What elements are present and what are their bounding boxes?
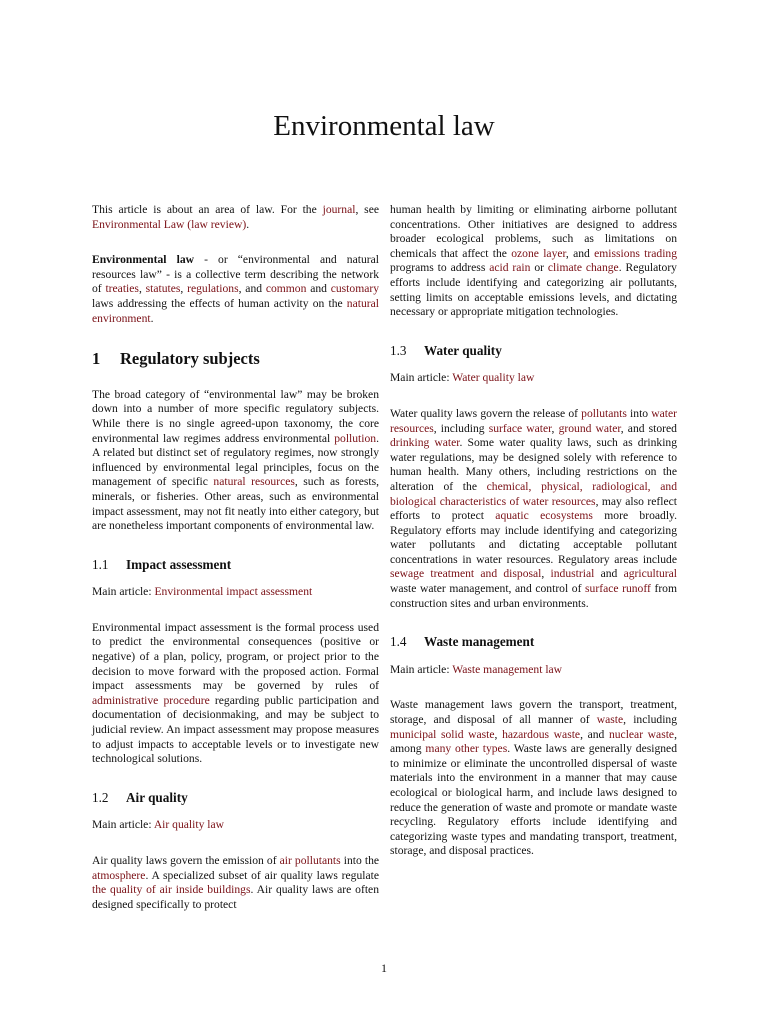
link-common[interactable]: common [265, 282, 307, 296]
link-emissions-trading[interactable]: emissions trading [594, 246, 678, 260]
link-statutes[interactable]: statutes [145, 282, 181, 296]
link-municipal-solid-waste[interactable]: municipal solid waste [390, 727, 495, 741]
link-hazardous-waste[interactable]: hazardous waste [502, 727, 581, 741]
link-environmental-law-review[interactable]: Environmental Law (law review) [92, 217, 247, 231]
link-administrative-procedure[interactable]: administrative procedure [92, 693, 210, 707]
link-natural-environment[interactable]: natural environment [92, 296, 379, 325]
link-waste[interactable]: waste [596, 713, 624, 727]
link-water-quality-law[interactable]: Water quality law [452, 371, 535, 385]
link-many-other-types[interactable]: many other types [425, 742, 508, 756]
section-heading-air-quality: 1.2 Air quality [92, 789, 188, 805]
link-sewage-treatment[interactable]: sewage treatment and disposal [390, 567, 542, 581]
link-journal[interactable]: journal [322, 203, 356, 216]
link-surface-runoff[interactable]: surface runoff [585, 582, 651, 596]
link-water-characteristics[interactable]: chemical, physical, radiological, and biological characteristics of water resources [390, 479, 677, 508]
link-water-resources[interactable]: water resources [390, 406, 677, 435]
section-heading-regulatory-subjects: 1 Regulatory subjects [92, 349, 260, 369]
impact-assessment-paragraph: Environmental impact assessment is the formal process used to predict the environmental consequences (positive or negative) of a plan, policy, program, or project prior to the decision to move forward with the proposed action. Formal impact assessments may be governed by rules of administrative procedure regarding public participation and documentation of decisionmaking, and may be subject to judicial review. An impact assessment may propose measures to adjust impacts to acceptable levels or to investigate new technological solutions. [92, 620, 379, 766]
air-quality-paragraph: Air quality laws govern the emission of air pollutants into the atmosphere. A specialized subset of air quality laws regulate the quality of air inside buildings. Air quality laws are often designed specifically to protect [92, 854, 380, 911]
section-heading-water-quality: 1.3 Water quality [390, 342, 502, 358]
section-heading-waste-management: 1.4 Waste management [390, 634, 535, 650]
page-number: 1 [381, 961, 387, 975]
link-waste-management-law[interactable]: Waste management law [452, 662, 563, 676]
link-acid-rain[interactable]: acid rain [489, 261, 531, 275]
link-ground-water[interactable]: ground water [558, 421, 621, 435]
intro-term: Environmental law [92, 253, 194, 267]
link-natural-resources[interactable]: natural resources [213, 475, 295, 489]
air-quality-continued: human health by limiting or eliminating airborne pollutant concentrations. Other initiatives are designed to address broader ecological problems, such as limitations on chemicals that affect the ozone layer, and emissions trading programs to address acid rain or climate change. Regulatory efforts include identifying and categorizing air pollutants, setting limits on acceptable emissions levels, and dictating necessary or appropriate mitigation technologies. [390, 203, 678, 319]
link-regulations[interactable]: regulations [187, 282, 239, 296]
main-article-note: Main article: Water quality law [390, 371, 535, 385]
hatnote: This article is about an area of law. For the journal, see Environmental Law (law review). [92, 203, 379, 231]
link-nuclear-waste[interactable]: nuclear waste [608, 727, 675, 741]
section-1-paragraph: The broad category of “environmental law” may be broken down into a number of more specific regulatory subjects. While there is no single agreed-upon taxonomy, the core environmental law regimes address environmental pollution. A related but distinct set of regulatory regimes, now strongly influenced by environmental legal principles, focus on the management of specific natural resources, such as forests, minerals, or fisheries. Other areas, such as environmental impact assessment, may not fit neatly into either category, but are nonetheless important components of environmental law. [92, 387, 379, 533]
link-eia[interactable]: Environmental impact assessment [154, 585, 313, 599]
main-article-note: Main article: Waste management law [390, 662, 563, 676]
link-industrial[interactable]: industrial [550, 567, 595, 581]
page-title: Environmental law [273, 110, 495, 142]
link-atmosphere[interactable]: atmosphere [92, 868, 146, 882]
link-climate-change[interactable]: climate change [547, 261, 619, 275]
link-indoor-air-quality[interactable]: the quality of air inside buildings [92, 883, 251, 897]
right-column [390, 203, 677, 859]
section-heading-impact-assessment: 1.1 Impact assessment [92, 556, 232, 572]
link-agricultural[interactable]: agricultural [623, 567, 677, 581]
link-air-quality-law[interactable]: Air quality law [153, 818, 225, 832]
intro-paragraph: Environmental law - or “environmental and natural resources law” - is a collective term describing the network of treaties, statutes, regulations, and common and customary laws addressing the effects of human activity on the natural environment. [92, 253, 380, 325]
link-customary[interactable]: customary [330, 282, 380, 296]
main-article-note: Main article: Environmental impact assessment [92, 585, 313, 599]
link-air-pollutants[interactable]: air pollutants [279, 854, 341, 867]
link-pollutants[interactable]: pollutants [581, 406, 627, 420]
water-quality-paragraph: Water quality laws govern the release of pollutants into water resources, including surface water, ground water, and stored drinking water. Some water quality laws, such as drinking water regulations, may be designed solely with reference to human health. Many others, including restrictions on the alteration of the chemical, physical, radiological, and biological characteristics of water resources, may also reflect efforts to protect aquatic ecosystems more broadly. Regulatory efforts may include identifying and categorizing water pollutants and dictating acceptable pollutant concentrations in water resources. Regulatory areas include sewage treatment and disposal, industrial and agricultural waste water management, and control of surface runoff from construction sites and urban environments. [390, 406, 678, 610]
waste-management-paragraph: Waste management laws govern the transport, treatment, storage, and disposal of all manner of waste, including municipal solid waste, hazardous waste, and nuclear waste, among many other types. Waste laws are generally designed to minimize or eliminate the uncontrolled dispersal of waste materials into the environment in a manner that may cause ecological or biological harm, and include laws designed to reduce the generation of waste and promote or mandate waste recycling. Regulatory efforts include identifying and categorizing waste types and mandating transport, treatment, storage, and disposal practices. [390, 698, 678, 858]
left-column [92, 203, 379, 912]
link-aquatic-ecosystems[interactable]: aquatic ecosystems [495, 509, 593, 523]
link-surface-water[interactable]: surface water [488, 421, 552, 435]
link-drinking-water[interactable]: drinking water [390, 436, 460, 450]
link-pollution[interactable]: pollution [334, 431, 377, 445]
link-treaties[interactable]: treaties [105, 282, 139, 296]
main-article-note: Main article: Air quality law [92, 818, 225, 832]
link-ozone-layer[interactable]: ozone layer [511, 246, 566, 260]
